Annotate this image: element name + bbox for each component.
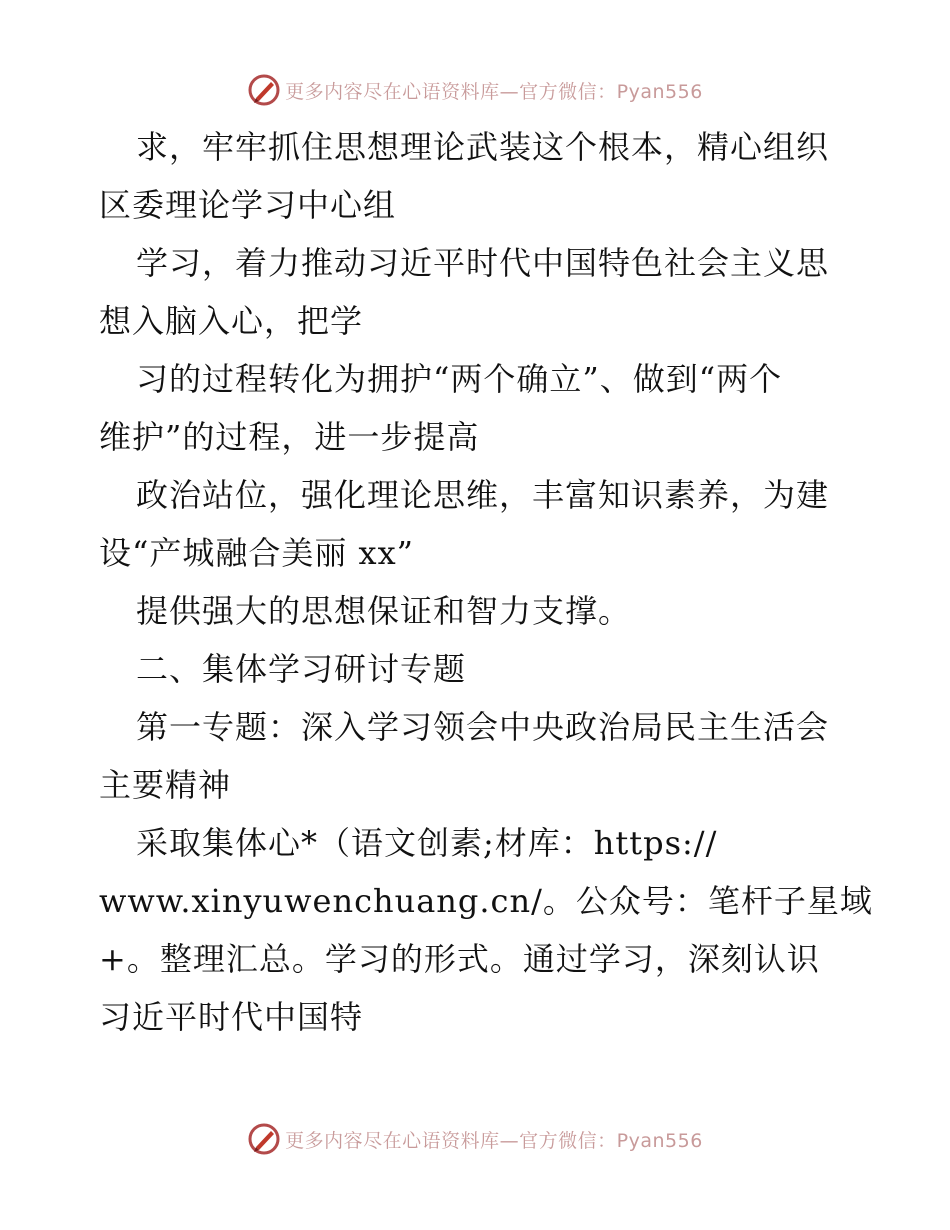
text-line: 求，牢牢抓住思想理论武装这个根本，精心组织 [136,128,830,166]
text-line: 想入脑入心，把学 [99,302,364,340]
text-line: www.xinyuwenchuang.cn/。公众号：笔杆子星域 [99,882,873,920]
text-line: 区委理论学习中心组 [99,186,397,224]
text-line: 采取集体心*（语文创素;材库：https:// [136,824,718,862]
text-line: 习的过程转化为拥护“两个确立”、做到“两个 [136,360,783,398]
text-line: 学习，着力推动习近平时代中国特色社会主义思 [136,244,830,282]
text-line: 设“产城融合美丽 xx” [99,534,414,572]
text-line: 维护”的过程，进一步提高 [99,418,480,456]
section-heading: 二、集体学习研讨专题 [136,650,467,688]
text-line: +。整理汇总。学习的形式。通过学习，深刻认识 [99,940,820,978]
text-line: 主要精神 [99,766,232,804]
red-pen-logo-icon [247,1122,281,1156]
text-line: 习近平时代中国特 [99,998,364,1036]
text-line: 政治站位，强化理论思维，丰富知识素养，为建 [136,476,830,514]
footer-banner [0,1117,950,1161]
text-line: 第一专题：深入学习领会中央政治局民主生活会 [136,708,830,746]
text-line: 提供强大的思想保证和智力支撑。 [136,592,632,630]
banner-text: 更多内容尽在心语资料库—官方微信：Pyan556 [285,80,703,103]
header-banner [0,68,950,112]
red-pen-logo-icon [247,73,281,107]
banner-text: 更多内容尽在心语资料库—官方微信：Pyan556 [285,1129,703,1152]
